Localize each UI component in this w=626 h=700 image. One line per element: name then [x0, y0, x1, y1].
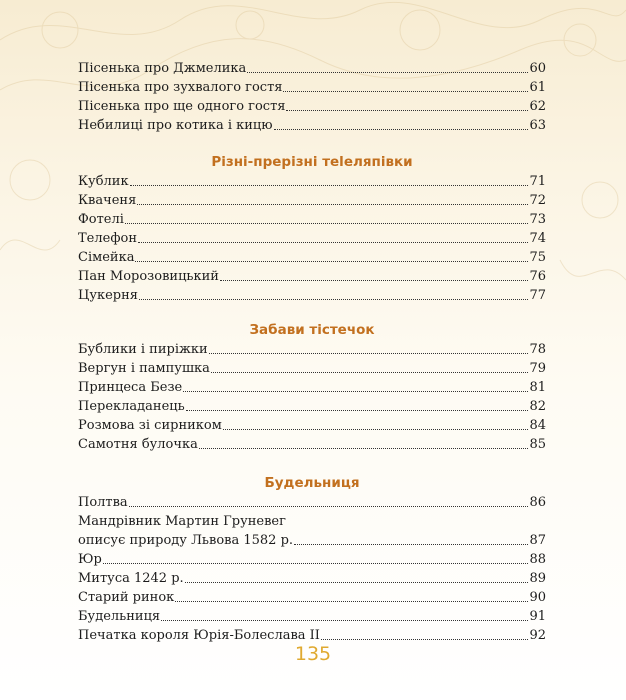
- toc-entry[interactable]: [78, 378, 546, 397]
- entry-title: Будельниця: [78, 609, 161, 624]
- entry-title: Митуса 1242 р.: [78, 571, 184, 586]
- section-heading: Будельниця: [264, 475, 360, 491]
- entry-page: 84: [529, 418, 546, 433]
- leader-dots: [211, 372, 529, 373]
- entry-page: 90: [529, 590, 546, 605]
- entry-title: Перекладанець: [78, 399, 185, 414]
- leader-dots: [286, 110, 528, 111]
- section-heading: Забави тістечок: [249, 322, 375, 338]
- entry-title: Старий ринок: [78, 590, 175, 605]
- entry-title: Сімейка: [78, 250, 135, 265]
- toc-entry[interactable]: [78, 267, 546, 286]
- leader-dots: [175, 601, 528, 602]
- leader-dots: [283, 91, 528, 92]
- entry-page: 77: [529, 288, 546, 303]
- entry-page: 78: [529, 342, 546, 357]
- entry-page: 82: [529, 399, 546, 414]
- toc-entry[interactable]: [78, 435, 546, 454]
- leader-dots: [220, 280, 528, 281]
- toc-entry[interactable]: [78, 550, 546, 569]
- toc-entry[interactable]: [78, 607, 546, 626]
- entry-page: 79: [529, 361, 546, 376]
- toc-section-4: [78, 473, 546, 645]
- leader-dots: [139, 299, 528, 300]
- leader-dots: [321, 639, 529, 640]
- toc-entry[interactable]: [78, 116, 546, 135]
- entry-title: описує природу Львова 1582 р.: [78, 533, 294, 548]
- toc-entry[interactable]: [78, 78, 546, 97]
- entry-page: 76: [529, 269, 546, 284]
- toc-entry[interactable]: [78, 588, 546, 607]
- toc-entry[interactable]: [78, 248, 546, 267]
- entry-page: 92: [529, 628, 546, 643]
- entry-title: Цукерня: [78, 288, 138, 303]
- entry-title: Мандрівник Мартин Груневег: [78, 514, 286, 529]
- entry-page: 63: [529, 118, 546, 133]
- toc-entry[interactable]: [78, 340, 546, 359]
- toc-entry[interactable]: [78, 397, 546, 416]
- entry-page: 89: [529, 571, 546, 586]
- entry-page: 60: [529, 61, 546, 76]
- toc-section-1: [78, 59, 546, 135]
- section-heading: Різні-прерізні теleляпівки: [211, 154, 413, 170]
- toc-entry[interactable]: [78, 59, 546, 78]
- toc-entry[interactable]: [78, 286, 546, 305]
- entry-title: Пісенька про Джмелика: [78, 61, 247, 76]
- leader-dots: [137, 204, 528, 205]
- entry-page: 62: [529, 99, 546, 114]
- entry-title: Телефон: [78, 231, 137, 246]
- entry-page: 72: [529, 193, 546, 208]
- leader-dots: [274, 129, 529, 130]
- entry-page: 91: [529, 609, 546, 624]
- entry-page: 74: [529, 231, 546, 246]
- leader-dots: [103, 563, 529, 564]
- entry-title: Печатка короля Юрія-Болеслава II: [78, 628, 320, 643]
- toc-entry[interactable]: [78, 416, 546, 435]
- entry-title: Пісенька про зухвалого гостя: [78, 80, 283, 95]
- leader-dots: [209, 353, 529, 354]
- leader-dots: [138, 242, 528, 243]
- leader-dots: [185, 582, 529, 583]
- entry-title: Пан Морозовицький: [78, 269, 219, 284]
- entry-page: 85: [529, 437, 546, 452]
- leader-dots: [199, 448, 529, 449]
- toc-entry[interactable]: [78, 97, 546, 116]
- leader-dots: [130, 185, 529, 186]
- toc-section-3: [78, 320, 546, 454]
- leader-dots: [161, 620, 528, 621]
- toc-entry[interactable]: [78, 210, 546, 229]
- toc-entry[interactable]: [78, 531, 546, 550]
- toc-entry[interactable]: [78, 569, 546, 588]
- page-number: 135: [294, 643, 332, 665]
- entry-title: Полтва: [78, 495, 128, 510]
- leader-dots: [294, 544, 528, 545]
- entry-title: Фотелі: [78, 212, 124, 227]
- entry-page: 88: [529, 552, 546, 567]
- toc-entry[interactable]: [78, 229, 546, 248]
- entry-page: 75: [529, 250, 546, 265]
- entry-title: Принцеса Безе: [78, 380, 183, 395]
- toc-entry[interactable]: [78, 359, 546, 378]
- leader-dots: [135, 261, 528, 262]
- leader-dots: [223, 429, 529, 430]
- entry-title: Небилиці про котика і кицю: [78, 118, 273, 133]
- entry-title: Кублик: [78, 174, 129, 189]
- entry-title: Пісенька про ще одного гостя: [78, 99, 286, 114]
- leader-dots: [125, 223, 529, 224]
- entry-page: 86: [529, 495, 546, 510]
- toc-entry-line1[interactable]: [78, 512, 546, 531]
- entry-page: 81: [529, 380, 546, 395]
- entry-title: Кваченя: [78, 193, 137, 208]
- entry-title: Вергун і пампушка: [78, 361, 210, 376]
- toc-entry[interactable]: [78, 493, 546, 512]
- entry-page: 71: [529, 174, 546, 189]
- entry-page: 61: [529, 80, 546, 95]
- entry-title: Бублики і пиріжки: [78, 342, 208, 357]
- leader-dots: [247, 72, 528, 73]
- leader-dots: [183, 391, 528, 392]
- toc-entry[interactable]: [78, 191, 546, 210]
- toc-entry[interactable]: [78, 172, 546, 191]
- entry-page: 87: [529, 533, 546, 548]
- entry-title: Розмова зі сирником: [78, 418, 222, 433]
- entry-title: Юр: [78, 552, 102, 567]
- leader-dots: [129, 506, 529, 507]
- entry-title: Самотня булочка: [78, 437, 198, 452]
- toc-section-2: [78, 152, 546, 305]
- entry-page: 73: [529, 212, 546, 227]
- leader-dots: [186, 410, 529, 411]
